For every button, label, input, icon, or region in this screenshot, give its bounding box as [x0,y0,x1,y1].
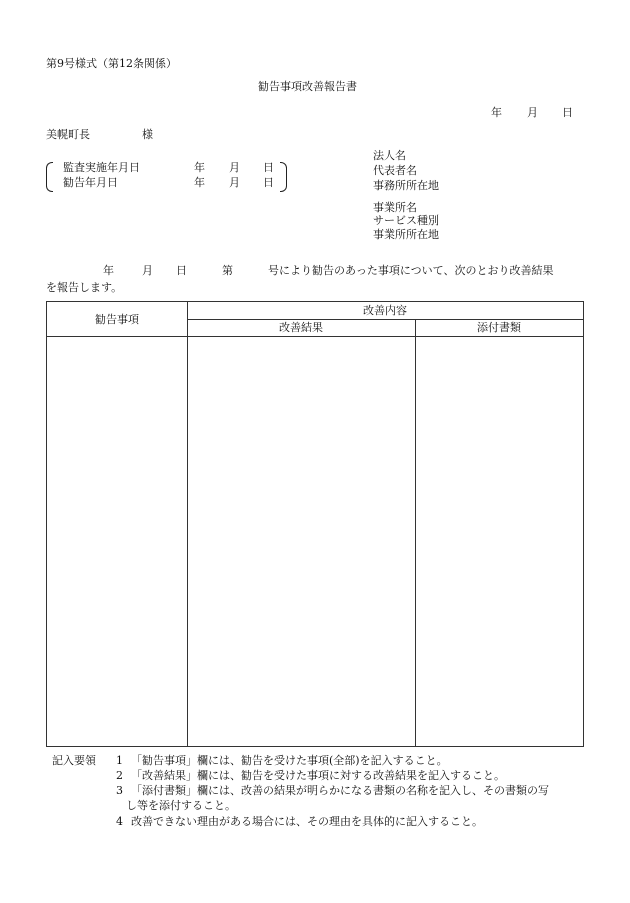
form-number: 第9号様式（第12条関係） [46,57,177,70]
intro-text-cont: を報告します。 [46,281,123,294]
note-2-text: 「改善結果」欄には、勧告を受けた事項に対する改善結果を記入すること。 [131,769,505,782]
audit-date-month: 月 [229,161,240,174]
col-advice-items-header: 勧告事項 [95,313,139,326]
note-3-number: 3 [116,784,123,797]
note-3-text-cont: し等を添付すること。 [126,799,236,812]
advice-date-label: 勧告年月日 [63,176,118,189]
audit-date-day: 日 [263,161,274,174]
addressee-honorific: 様 [142,128,153,141]
representative-label: 代表者名 [373,164,417,177]
audit-date-year: 年 [194,161,205,174]
note-1-text: 「勧告事項」欄には、勧告を受けた事項(全部)を記入すること。 [131,754,448,767]
col-improvement-result-header: 改善結果 [279,321,323,334]
intro-year: 年 [103,264,114,277]
document-title: 勧告事項改善報告書 [258,80,357,93]
advice-date-year: 年 [194,176,205,189]
intro-text: 号により勧告のあった事項について、次のとおり改善結果 [268,264,554,277]
addressee-name: 美幌町長 [46,128,90,141]
note-2-number: 2 [116,769,123,782]
corporation-name-label: 法人名 [373,149,406,162]
service-type-label: サービス種別 [373,214,439,227]
intro-day: 日 [176,264,187,277]
note-1-number: 1 [116,754,123,767]
group-header-divider [187,319,583,320]
bracket-right [280,162,287,192]
improvement-content-header: 改善内容 [363,304,407,317]
report-table [46,301,584,747]
intro-number-prefix: 第 [222,264,233,277]
date-day: 日 [562,106,573,119]
bracket-left [46,162,53,192]
date-month: 月 [527,106,538,119]
improvement-result-cell[interactable] [188,337,415,746]
facility-address-label: 事業所所在地 [373,228,439,241]
advice-date-month: 月 [229,176,240,189]
note-4-number: 4 [116,815,123,828]
note-3-text: 「添付書類」欄には、改善の結果が明らかになる書類の名称を記入し、その書類の写 [131,784,549,797]
date-year: 年 [491,106,502,119]
note-4-text: 改善できない理由がある場合には、その理由を具体的に記入すること。 [131,815,483,828]
notes-label: 記入要領 [52,754,96,767]
office-address-label: 事務所所在地 [373,179,439,192]
intro-month: 月 [142,264,153,277]
facility-name-label: 事業所名 [373,201,417,214]
attachments-cell[interactable] [416,337,583,746]
col-attachments-header: 添付書類 [477,321,521,334]
advice-date-day: 日 [263,176,274,189]
audit-date-label: 監査実施年月日 [63,161,140,174]
advice-items-cell[interactable] [47,337,187,746]
